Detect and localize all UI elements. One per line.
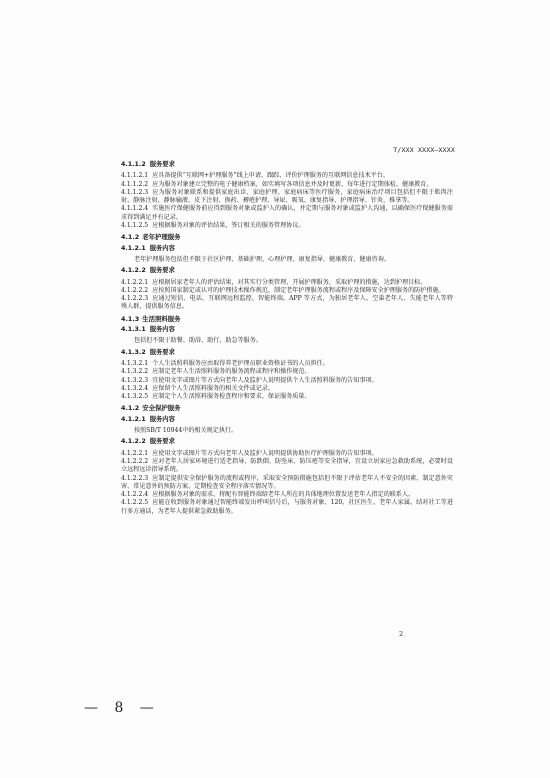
clause-text: 应为服务对象联系和提供家庭出诊、家庭护理、家庭病床等医疗服务，家庭病床治疗项目包括但不限于肌肉注射、静脉注射、静脉输液、皮下注射、换药、褥疮护理、导尿、吸氧、康复指导、护理指导、针灸、推拿等。 [121,188,453,205]
clause-item [121,458,453,475]
heading-number: 4.1.3.2 [121,348,146,356]
heading-title: 服务要求 [149,348,175,356]
subsection-heading [121,416,453,424]
heading-number: 4.1.1.2 [121,161,146,168]
heading-title: 服务内容 [149,244,175,252]
bottom-page-mark: — 8 — [84,700,160,716]
heading-title: 老年护理服务 [142,233,181,242]
heading-title: 生活照料服务 [142,314,181,323]
heading-number: 4.1.3.1 [121,326,146,334]
subsection-heading [121,161,453,169]
clause-number: 4.1.2.2.2 [121,457,149,465]
paragraph: 包括但不限于助餐、助浴、助行、助急等服务。 [134,337,262,345]
clause-number: 4.1.2.2.1 [121,278,149,286]
subsection-heading [121,349,453,357]
clause-number: 4.1.1.2.2 [121,180,149,188]
clause-text: 应制定个人生活照料服务检查程序和要求，保证服务质量。 [152,393,311,401]
clause-text: 应根据服务对象的需求，将配有智能终端给老年人所在的具体地理位置发送老年人指定的联系人。 [152,491,415,499]
clause-text: 应对老年人居家环境进行适老指导，防跌倒、防坠床、防压疮等安全指导，宜设立居家应急救助系统，必要时设立远程远诊指导系统。 [121,457,453,474]
subsection-heading [121,245,453,253]
clause-item [121,181,453,189]
clause-number: 4.1.2.2.4 [121,491,149,499]
clause-number: 4.1.2.2.2 [121,286,149,294]
clause-item [121,475,453,492]
clause-item [121,368,453,376]
clause-text: 应能在收到服务对象通过智能终端发出呼叫信号后，与服务对象、120、社区医生、老年人家属、结对社工等进行多方通话，为老年人提供紧急救助服务。 [121,499,453,515]
subsection-heading [121,326,453,334]
document-number: T/XXX XXXX—XXXX [393,146,455,154]
heading-number: 4.1.2.2 [121,438,146,446]
page-number: 2 [399,630,404,638]
clause-number: 4.1.3.2.5 [121,393,149,401]
clause-item [121,279,453,287]
clause-text: 应制定提供安全保护服务的流程或程序，采取安全预防措施包括但不限于评估老年人不安全的因素、制定意外灾害、常见意外的预防方案、定期检查安全程序落实情况等。 [121,474,453,490]
document-body [121,158,453,516]
clause-number: 4.1.1.2.5 [121,222,149,230]
clause-item [121,205,453,222]
heading-title: 服务内容 [149,326,175,334]
clause-item [121,287,453,295]
section-heading [121,404,453,412]
heading-title: 服务要求 [149,267,175,275]
clause-item [121,450,453,458]
clause-text: 应具备提供“互联网+护理服务”线上申请、跟踪、评价护理服务的互联网信息技术平台。 [152,172,389,180]
subsection-heading [121,438,453,446]
clause-text: 应使用文字或图片等方式向老年人及监护人说明提供协助医疗护理服务的告知事项。 [152,449,378,457]
clause-text: 应保留个人生活照料服务的相关文件或记录。 [152,384,275,392]
clause-number: 4.1.2.2.5 [121,499,149,507]
heading-number: 4.1.2.1 [121,415,146,423]
clause-number: 4.1.2.2.3 [121,295,149,303]
paragraph: 老年护理服务包括但不限于社区护理、基础护理、心理护理、康复指导、健康教育、健康咨询。 [134,255,390,263]
clause-text: 个人生活照料服务应由取得养老护理员职业资格证书的人员担任。 [152,359,329,367]
clause-text: 实施医疗保健服务前应得到服务对象或监护人的确认，并定期与服务对象或监护人沟通，以确保医疗保健服务需求得到满足并有记录。 [121,205,453,221]
clause-number: 4.1.2.2.1 [121,449,149,457]
section-heading [121,233,453,241]
clause-item [121,189,453,206]
heading-number: 4.1.2 [121,233,140,242]
clause-number: 4.1.3.2.4 [121,384,149,392]
clause-text: 应根据服务对象的评估结果，签订相关的服务管理协议。 [152,222,305,230]
clause-item [121,295,453,312]
paragraph: 按照SB/T 10944中的相关规定执行。 [134,427,238,435]
heading-title: 服务内容 [149,415,175,423]
clause-text: 应通过短信、电话、互联网远程监控、智能终端、APP 等方式，为独居老年人、空巢老年人、失能老年人等特殊人群，提供服务信息。 [121,295,453,311]
heading-number: 4.1.2 [121,404,140,413]
clause-item [121,499,453,516]
heading-title: 服务要求 [149,438,175,446]
clause-text: 应根据居家老年人的评估结果，对其实行分类管理，开展护理服务，采取护理的措施，达到护理目标。 [152,278,427,286]
heading-number: 4.1.3 [121,314,140,323]
clause-number: 4.1.3.2.2 [121,368,149,376]
clause-text: 宜使用文字或图片等方式向老年人及监护人说明提供个人生活照料服务的告知事项。 [152,376,378,384]
clause-item [121,377,453,385]
clause-text: 应为服务对象建立完整的电子健康档案，如实填写各项信息并及时更新，每年进行定期体检、健康教育。 [152,180,433,188]
clause-number: 4.1.1.2.4 [121,205,149,213]
clause-item [121,172,453,180]
section-heading [121,315,453,323]
clause-item [121,385,453,393]
clause-item [121,360,453,368]
clause-item [121,393,453,401]
clause-number: 4.1.2.2.3 [121,474,149,482]
subsection-heading [121,267,453,275]
clause-number: 4.1.1.2.1 [121,172,149,180]
heading-number: 4.1.2.2 [121,267,146,275]
clause-number: 4.1.3.2.3 [121,376,149,384]
clause-item [121,222,453,230]
heading-title: 服务要求 [149,161,175,168]
clause-number: 4.1.1.2.3 [121,188,149,196]
clause-text: 应制定老年人生活照料服务的服务流程或程序和操作规范。 [152,368,311,376]
clause-number: 4.1.3.2.1 [121,359,149,367]
heading-number: 4.1.2.1 [121,244,146,252]
heading-title: 安全保护服务 [142,404,181,413]
clause-text: 应按照国家制定或认可的护理技术操作规范，制定老年护理服务流程或程序及保障安全护理服务的防护措施。 [152,286,445,294]
